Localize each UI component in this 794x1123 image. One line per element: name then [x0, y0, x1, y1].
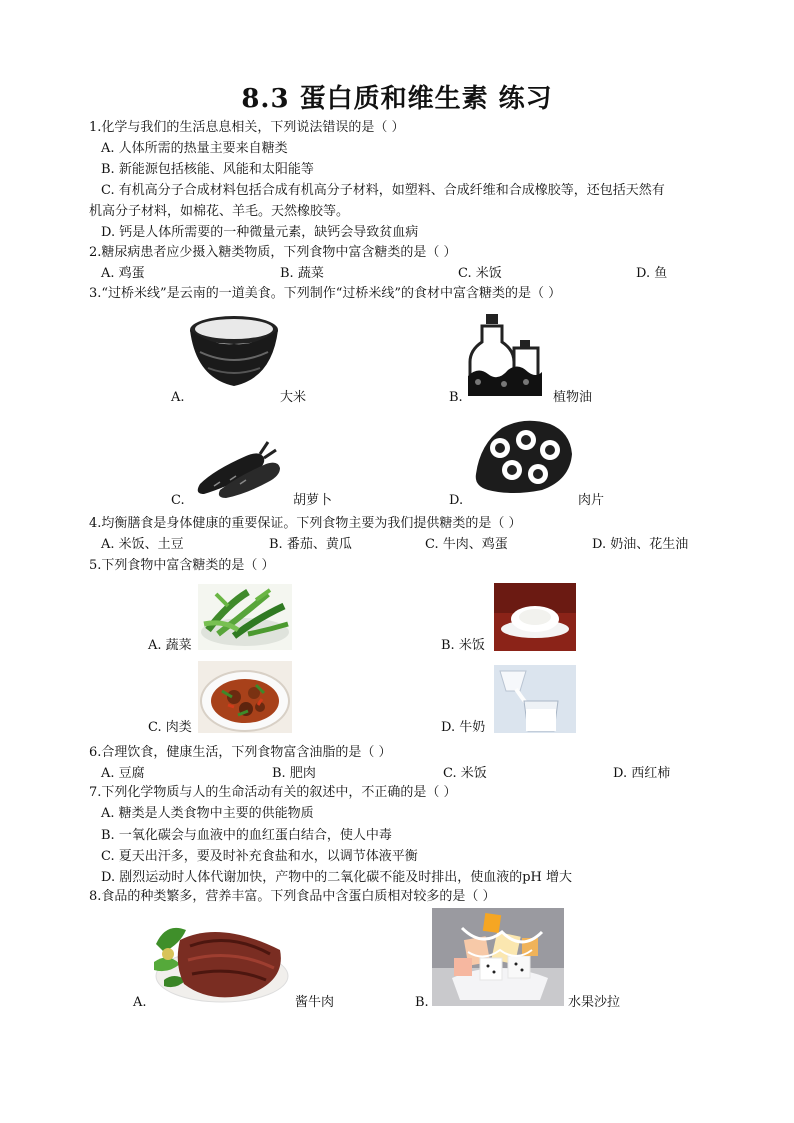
q2-option-d: D. 鱼 — [636, 266, 668, 281]
q3-option-c-letter: C. — [171, 493, 185, 508]
q3-option-d-letter: D. — [449, 493, 464, 508]
q7-option-a: A. 糖类是人类食物中主要的供能物质 — [101, 806, 314, 821]
q3-option-a-letter: A. — [171, 390, 185, 405]
q2-option-b: B. 蔬菜 — [280, 266, 324, 281]
q1-option-d: D. 钙是人体所需要的一种微量元素，缺钙会导致贫血病 — [101, 225, 419, 240]
q5-stem: 5.下列食物中富含糖类的是（ ） — [89, 558, 275, 573]
q6-option-c: C. 米饭 — [443, 766, 487, 781]
q7-option-c: C. 夏天出汗多，要及时补充食盐和水，以调节体液平衡 — [101, 849, 418, 864]
meat-dish-image — [198, 661, 292, 733]
rice-image — [494, 583, 576, 651]
q3-stem: 3.“过桥米线”是云南的一道美食。下列制作“过桥米线”的食材中富含糖类的是（ ） — [89, 286, 562, 301]
rice-bowl-image — [186, 312, 282, 390]
vegetable-oil-image — [464, 312, 544, 396]
q3-option-a-label: 大米 — [280, 390, 307, 405]
q6-option-d: D. 西红柿 — [613, 766, 671, 781]
q6-stem: 6.合理饮食，健康生活，下列食物富含油脂的是（ ） — [89, 745, 392, 760]
vegetables-image — [198, 584, 292, 650]
q4-option-a: A. 米饭、土豆 — [101, 537, 184, 552]
q5-option-a: A. 蔬菜 — [148, 638, 192, 653]
q2-option-a: A. 鸡蛋 — [101, 266, 145, 281]
q8-option-a-letter: A. — [133, 995, 147, 1010]
q7-option-b: B. 一氧化碳会与血液中的血红蛋白结合，使人中毒 — [101, 828, 392, 843]
q5-option-d: D. 牛奶 — [441, 720, 486, 735]
q4-option-b: B. 番茄、黄瓜 — [269, 537, 352, 552]
q7-stem: 7.下列化学物质与人的生命活动有关的叙述中，不正确的是（ ） — [89, 785, 457, 800]
q5-option-c: C. 肉类 — [148, 720, 192, 735]
braised-beef-image — [150, 910, 290, 1006]
q8-option-b-letter: B. — [415, 995, 429, 1010]
q3-option-b-label: 植物油 — [553, 390, 593, 405]
carrot-image — [194, 440, 284, 500]
q8-stem: 8.食品的种类繁多，营养丰富。下列食品中含蛋白质相对较多的是（ ） — [89, 889, 496, 904]
q1-stem: 1.化学与我们的生活息息相关，下列说法错误的是（ ） — [89, 120, 405, 135]
q7-option-d: D. 剧烈运动时人体代谢加快，产物中的二氧化碳不能及时排出，使血液的pH 增大 — [101, 870, 573, 885]
q8-option-a-label: 酱牛肉 — [295, 995, 335, 1010]
q3-option-d-label: 肉片 — [578, 493, 605, 508]
q8-option-b-label: 水果沙拉 — [568, 995, 621, 1010]
q4-option-d: D. 奶油、花生油 — [592, 537, 689, 552]
q1-option-a: A. 人体所需的热量主要来自糖类 — [101, 141, 288, 156]
q4-stem: 4.均衡膳食是身体健康的重要保证。下列食物主要为我们提供糖类的是（ ） — [89, 516, 522, 531]
q6-option-b: B. 肥肉 — [272, 766, 316, 781]
milk-image — [494, 665, 576, 733]
q3-option-c-label: 胡萝卜 — [293, 493, 333, 508]
q1-option-c-line2: 机高分子材料，如棉花、羊毛。天然橡胶等。 — [89, 204, 350, 219]
q3-option-b-letter: B. — [449, 390, 463, 405]
q2-stem: 2.糖尿病患者应少摄入糖类物质，下列食物中富含糖类的是（ ） — [89, 245, 457, 260]
q6-option-a: A. 豆腐 — [101, 766, 145, 781]
q1-option-c-line1: C. 有机高分子合成材料包括合成有机高分子材料，如塑料、合成纤维和合成橡胶等，还包括天然有 — [101, 183, 665, 198]
q4-option-c: C. 牛肉、鸡蛋 — [425, 537, 508, 552]
q1-option-b: B. 新能源包括核能、风能和太阳能等 — [101, 162, 314, 177]
page-title: 8.3 蛋白质和维生素 练习 — [241, 84, 553, 114]
meat-slices-image — [472, 414, 574, 496]
q2-option-c: C. 米饭 — [458, 266, 502, 281]
fruit-salad-image — [432, 908, 564, 1006]
q5-option-b: B. 米饭 — [441, 638, 485, 653]
